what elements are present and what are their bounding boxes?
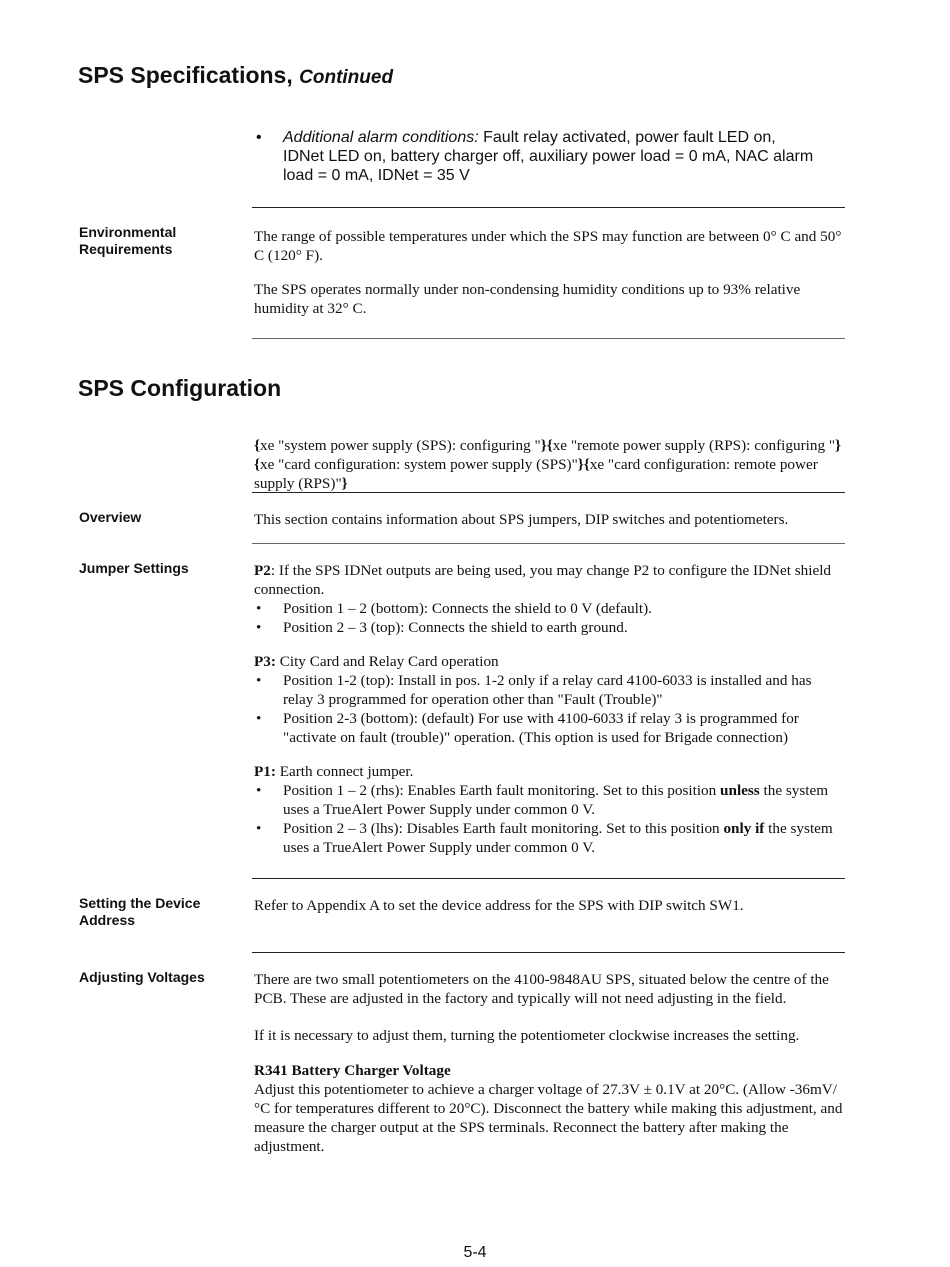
alarm-conditions-text: Fault relay activated, power fault LED on, IDNet LED on, battery charger off, auxiliary power load = 0 mA, NAC alarm load = 0 mA, IDNet = 35 V xyxy=(283,129,814,184)
p3-name: P3: xyxy=(254,653,276,670)
adjusting-voltages-label: Adjusting Voltages xyxy=(79,969,205,985)
jumper-settings-label: Jumper Settings xyxy=(79,560,189,576)
charger-voltage-paragraph: Adjust this potentiometer to achieve a charger voltage of 27.3V ± 0.1V at 20°C. (Allow -36mV/°C for temperatures different to 20°C). Disconnect the battery while making this adjustment, and measure the charger output at the SPS terminals. Reconnect the battery after making the adjustment. xyxy=(254,1081,843,1155)
list-item: • Position 1 – 2 (bottom): Connects the shield to 0 V (default). xyxy=(254,599,844,618)
divider xyxy=(252,952,845,953)
divider xyxy=(252,543,845,544)
p3-intro: P3: City Card and Relay Card operation xyxy=(254,653,499,670)
list-item: • Position 1-2 (top): Install in pos. 1-2 only if a relay card 4100-6033 is installed and has relay 3 programmed for operation other than "Fault (Trouble)" xyxy=(254,671,844,709)
list-item: • Position 2-3 (bottom): (default) For use with 4100-6033 if relay 3 is programmed for "activate on fault (trouble)" operation. (This option is used for Brigade connection) xyxy=(254,709,844,747)
adjusting-voltages-section xyxy=(254,970,844,1156)
environmental-paragraph: The range of possible temperatures under which the SPS may function are between 0° C and 50° C (120° F). xyxy=(254,228,842,264)
divider xyxy=(252,878,845,879)
environmental-label: Environmental Requirements xyxy=(79,224,177,257)
p1-list xyxy=(254,781,844,857)
list-item: • Position 1 – 2 (rhs): Enables Earth fault monitoring. Set to this position unless the system uses a TrueAlert Power Supply under common 0 V. xyxy=(254,781,844,819)
page-number: 5-4 xyxy=(463,1244,487,1261)
index-field-codes: {xe "system power supply (SPS): configuring "}{xe "remote power supply (RPS): configuring "}{xe "card configuration: system power supply (SPS)"}{xe "card configuration: remote power supply (RPS)"} xyxy=(254,437,842,492)
list-item: • Position 2 – 3 (top): Connects the shield to earth ground. xyxy=(254,618,844,637)
potentiometers-paragraph: There are two small potentiometers on the 4100-9848AU SPS, situated below the centre of the PCB. These are adjusted in the factory and typically will not need adjusting in the field. xyxy=(254,971,829,1007)
divider xyxy=(252,207,845,208)
environmental-section xyxy=(254,227,844,318)
device-address-label: Setting the Device Address xyxy=(79,895,201,928)
p1-name: P1: xyxy=(254,763,276,780)
overview-text: This section contains information about SPS jumpers, DIP switches and potentiometers. xyxy=(254,511,789,528)
p2-name: P2 xyxy=(254,562,271,579)
device-address-text: Refer to Appendix A to set the device address for the SPS with DIP switch SW1. xyxy=(254,897,744,914)
p2-intro: P2: If the SPS IDNet outputs are being used, you may change P2 to configure the IDNet shield connection. xyxy=(254,562,832,598)
adjust-paragraph: If it is necessary to adjust them, turning the potentiometer clockwise increases the setting. xyxy=(254,1027,800,1044)
alarm-conditions-item xyxy=(254,128,814,185)
alarm-conditions-label: Additional alarm conditions: xyxy=(283,129,479,146)
divider xyxy=(252,338,845,339)
charger-voltage-subheading: R341 Battery Charger Voltage xyxy=(254,1062,451,1079)
overview-label: Overview xyxy=(79,509,142,525)
humidity-paragraph: The SPS operates normally under non-condensing humidity conditions up to 93% relative humidity at 32° C. xyxy=(254,281,801,317)
section-title-configuration: SPS Configuration xyxy=(78,375,282,401)
list-item: • Position 2 – 3 (lhs): Disables Earth fault monitoring. Set to this position only if the system uses a TrueAlert Power Supply under common 0 V. xyxy=(254,819,844,857)
jumper-settings-section xyxy=(254,561,844,857)
divider xyxy=(252,492,845,493)
page-title-specifications xyxy=(78,62,393,89)
heading-text: SPS Specifications, xyxy=(78,62,300,88)
p1-intro: P1: Earth connect jumper. xyxy=(254,763,414,780)
p2-list xyxy=(254,599,844,637)
continued-label: Continued xyxy=(299,67,394,88)
p3-list xyxy=(254,671,844,747)
